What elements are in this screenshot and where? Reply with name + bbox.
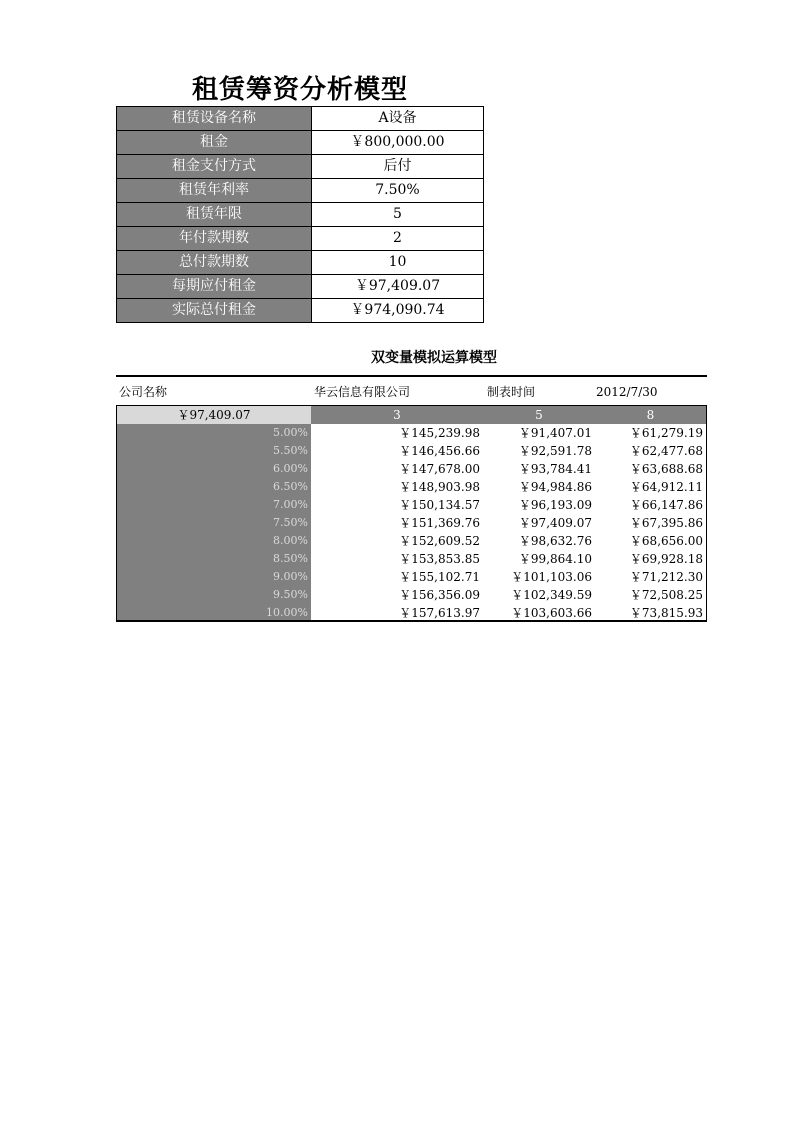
date-label: 制表时间 — [487, 385, 536, 399]
period-column-header[interactable]: 5 — [483, 406, 595, 424]
rate-row-header[interactable]: 8.50% — [273, 552, 308, 565]
param-label: 年付款期数 — [117, 227, 312, 251]
rate-row-header[interactable]: 5.50% — [273, 444, 308, 457]
param-label: 每期应付租金 — [117, 275, 312, 299]
param-label: 总付款期数 — [117, 251, 312, 275]
result-cell[interactable]: ￥150,134.57 — [399, 498, 480, 512]
param-value[interactable]: 7.50% — [312, 179, 484, 203]
table-row — [117, 107, 484, 131]
result-cell[interactable]: ￥66,147.86 — [629, 498, 703, 512]
result-cell[interactable]: ￥67,395.86 — [629, 516, 703, 530]
param-value[interactable]: ￥974,090.74 — [312, 299, 484, 323]
rate-row-header[interactable]: 9.50% — [273, 588, 308, 601]
formula-cell[interactable]: ￥97,409.07 — [117, 406, 311, 424]
table-row — [117, 251, 484, 275]
simulation-info-row — [116, 375, 707, 405]
param-value[interactable]: 后付 — [312, 155, 484, 179]
param-label: 租金 — [117, 131, 312, 155]
rate-row-header[interactable]: 6.50% — [273, 480, 308, 493]
result-cell[interactable]: ￥73,815.93 — [629, 606, 703, 620]
result-cell[interactable]: ￥155,102.71 — [399, 570, 480, 584]
rate-row-header[interactable]: 7.50% — [273, 516, 308, 529]
result-cell[interactable]: ￥148,903.98 — [399, 480, 480, 494]
param-value[interactable]: A设备 — [312, 107, 484, 131]
result-cell[interactable]: ￥69,928.18 — [629, 552, 703, 566]
result-cell[interactable]: ￥102,349.59 — [511, 588, 592, 602]
parameter-table — [116, 106, 484, 323]
param-label: 租赁年利率 — [117, 179, 312, 203]
result-cell[interactable]: ￥96,193.09 — [518, 498, 592, 512]
result-cell[interactable]: ￥145,239.98 — [399, 426, 480, 440]
result-cell[interactable]: ￥91,407.01 — [518, 426, 592, 440]
result-cell[interactable]: ￥68,656.00 — [629, 534, 703, 548]
table-row — [117, 203, 484, 227]
result-cell[interactable]: ￥146,456.66 — [399, 444, 480, 458]
result-cell[interactable]: ￥94,984.86 — [518, 480, 592, 494]
result-cell[interactable]: ￥103,603.66 — [511, 606, 592, 620]
rate-row-header[interactable]: 8.00% — [273, 534, 308, 547]
param-value[interactable]: ￥800,000.00 — [312, 131, 484, 155]
table-row — [117, 227, 484, 251]
result-cell[interactable]: ￥157,613.97 — [399, 606, 480, 620]
param-label: 实际总付租金 — [117, 299, 312, 323]
param-value[interactable]: 10 — [312, 251, 484, 275]
simulation-title: 双变量模拟运算模型 — [371, 350, 497, 366]
result-cell[interactable]: ￥71,212.30 — [629, 570, 703, 584]
result-cell[interactable]: ￥72,508.25 — [629, 588, 703, 602]
table-row — [117, 131, 484, 155]
result-cell[interactable]: ￥61,279.19 — [629, 426, 703, 440]
result-cell[interactable]: ￥62,477.68 — [629, 444, 703, 458]
table-row — [117, 155, 484, 179]
param-value[interactable]: 5 — [312, 203, 484, 227]
param-label: 租金支付方式 — [117, 155, 312, 179]
table-row — [117, 299, 484, 323]
period-column-header[interactable]: 8 — [595, 406, 706, 424]
period-column-header[interactable]: 3 — [311, 406, 483, 424]
result-cell[interactable]: ￥153,853.85 — [399, 552, 480, 566]
rate-row-header[interactable]: 7.00% — [273, 498, 308, 511]
company-label: 公司名称 — [119, 385, 168, 399]
result-cell[interactable]: ￥101,103.06 — [511, 570, 592, 584]
result-cell[interactable]: ￥93,784.41 — [518, 462, 592, 476]
result-cell[interactable]: ￥64,912.11 — [629, 480, 703, 494]
result-cell[interactable]: ￥99,864.10 — [518, 552, 592, 566]
result-cell[interactable]: ￥147,678.00 — [399, 462, 480, 476]
page-title: 租赁筹资分析模型 — [191, 75, 408, 105]
table-row — [117, 179, 484, 203]
result-cell[interactable]: ￥156,356.09 — [399, 588, 480, 602]
param-label: 租赁年限 — [117, 203, 312, 227]
company-name[interactable]: 华云信息有限公司 — [314, 385, 411, 399]
simulation-grid — [116, 405, 707, 622]
rate-row-header[interactable]: 10.00% — [266, 606, 308, 619]
rate-row-header[interactable]: 6.00% — [273, 462, 308, 475]
rate-row-header[interactable]: 5.00% — [273, 426, 308, 439]
result-cell[interactable]: ￥98,632.76 — [518, 534, 592, 548]
table-row — [117, 275, 484, 299]
rate-row-header[interactable]: 9.00% — [273, 570, 308, 583]
result-cell[interactable]: ￥63,688.68 — [629, 462, 703, 476]
param-label: 租赁设备名称 — [117, 107, 312, 131]
result-cell[interactable]: ￥92,591.78 — [518, 444, 592, 458]
param-value[interactable]: ￥97,409.07 — [312, 275, 484, 299]
param-value[interactable]: 2 — [312, 227, 484, 251]
result-cell[interactable]: ￥152,609.52 — [399, 534, 480, 548]
date-value[interactable]: 2012/7/30 — [596, 385, 658, 399]
result-cell[interactable]: ￥97,409.07 — [518, 516, 592, 530]
result-cell[interactable]: ￥151,369.76 — [399, 516, 480, 530]
